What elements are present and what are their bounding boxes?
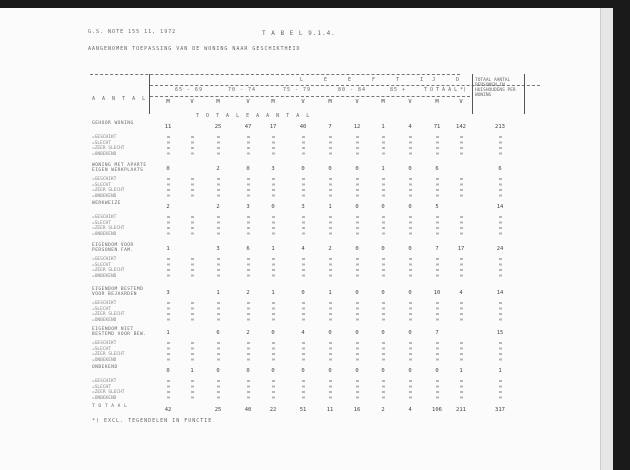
sub-row-values [409,136,412,156]
total-row-value: 106 [432,407,442,413]
sub-row-values [436,302,439,322]
table-row-value: 7 [435,246,439,252]
table-row-value: 0 [166,368,170,374]
table-row-label: EIGENDOM VOOR PERSONEN FAM. [92,243,134,253]
table-row-value: 0 [408,330,412,336]
sub-row-values [191,136,194,156]
table-subtitle: AANGENOMEN TOEPASSING VAN DE WONING NAAR GESCHIKTHEID [88,46,301,52]
sub-row-values [356,136,359,156]
sub-row-label: =ZEER SLECHT [92,146,125,151]
sub-row-values [460,136,463,156]
sub-row-values [217,342,220,362]
table-row-value: 0 [328,368,332,374]
sub-row-values [167,380,170,400]
sub-row-label: =GESCHIKT [92,135,117,140]
sub-row-label: =ZEER SLECHT [92,226,125,231]
table-row-label: EIGENDOM NIET BESTEMD VOOR BEW. [92,327,147,337]
table-row-value: 71 [433,124,441,130]
sub-row-values [382,178,385,198]
table-row-value: 15 [496,330,504,336]
table-row-value: 3 [166,290,170,296]
table-row-value: 6 [435,166,439,172]
sub-row-label: =SLECHT [92,220,111,226]
sub-row-values [409,342,412,362]
table-row-label: WERKWEIZE [92,201,121,206]
age-range-header: 70 - 74 [228,87,257,93]
table-row-value: 0 [381,246,385,252]
table-row-value: 25 [214,124,222,130]
sub-row-values [167,258,170,278]
sub-row-values [460,178,463,198]
table-row-label: EIGENDOM BESTEMD VOOR BEJAARDEN [92,287,144,297]
total-header: TOTAAL AANTAL PERSONEN IN HUISHOUDENS PER WONING [475,78,516,98]
table-row-value: 1 [190,368,194,374]
table-row-value: 0 [408,290,412,296]
table-row-value: 17 [457,246,465,252]
sub-row-values [436,342,439,362]
table-row-value: 1 [271,246,275,252]
table-row-value: 2 [216,166,220,172]
sub-row-values [382,380,385,400]
sub-row-label: =SLECHT [92,346,111,352]
sub-row-values [460,216,463,236]
sub-row-label: =SLECHT [92,384,111,390]
sub-row-label: =ONBEKEND [92,317,117,323]
table-row-value: 142 [456,124,466,130]
sub-row-values [247,380,250,400]
rule [150,96,470,97]
sub-row-values [302,342,305,362]
table-row-value: 0 [408,246,412,252]
total-row-value: 42 [164,407,172,413]
sex-header: V [246,99,250,105]
sub-row-values [217,258,220,278]
sub-row-values [382,216,385,236]
table-row-value: 7 [435,330,439,336]
table-row-label: WONING MET APARTE EIGEN WERKPLAATS [92,163,147,173]
table-row-value: 1 [328,204,332,210]
sub-row-values [302,302,305,322]
total-row-value: 51 [299,407,307,413]
sub-row-values [217,178,220,198]
table-row-value: 213 [495,124,505,130]
table-row-value: 2 [328,246,332,252]
table-row-value: 1 [381,124,385,130]
total-row-value: 40 [244,407,252,413]
sub-row-values [191,258,194,278]
table-row-label: GEHOOR WONING [92,121,134,126]
sex-header: M [381,99,385,105]
sub-row-values [409,216,412,236]
sub-row-label: =SLECHT [92,262,111,268]
table-row-value: 1 [328,290,332,296]
table-row-value: 1 [166,330,170,336]
age-range-header: 65 - 69 [175,87,204,93]
sub-row-values [247,216,250,236]
sub-row-values [247,136,250,156]
table-row-value: 40 [299,124,307,130]
sub-row-label: =GESCHIKT [92,257,117,262]
sub-row-values [191,342,194,362]
rule [90,74,460,75]
sub-row-label: =ZEER SLECHT [92,352,125,357]
sex-header: M [166,99,170,105]
table-row-value: 1 [498,368,502,374]
sub-row-values [382,302,385,322]
sub-row-values [499,342,502,362]
table-row-value: 0 [328,166,332,172]
table-row-value: 2 [216,204,220,210]
table-row-value: 5 [435,204,439,210]
sub-row-values [217,380,220,400]
table-row-value: 4 [301,330,305,336]
sub-row-values [460,342,463,362]
table-row-value: 1 [381,166,385,172]
divider [472,74,473,114]
sub-row-values [356,302,359,322]
sub-row-values [191,216,194,236]
sub-row-values [247,178,250,198]
sub-row-values [329,380,332,400]
table-row-value: 0 [381,290,385,296]
table-row-value: 0 [381,330,385,336]
sub-row-values [167,136,170,156]
table-row-value: 10 [433,290,441,296]
sub-row-values [460,258,463,278]
table-row-value: 14 [496,204,504,210]
table-row-value: 0 [355,166,359,172]
sub-row-values [329,178,332,198]
sub-row-values [436,258,439,278]
table-row-value: 0 [246,368,250,374]
sub-row-values [436,380,439,400]
sub-row-values [356,216,359,236]
sub-row-values [302,178,305,198]
sub-row-values [436,216,439,236]
sub-row-values [329,342,332,362]
table-row-value: 11 [164,124,172,130]
total-row-value: 22 [269,407,277,413]
sub-row-values [217,302,220,322]
sub-row-values [247,258,250,278]
sub-row-label: =GESCHIKT [92,215,117,220]
total-row-value: 317 [495,407,505,413]
sub-row-values [167,302,170,322]
table-row-value: 6 [246,246,250,252]
table-row-value: 0 [355,368,359,374]
sub-row-values [409,258,412,278]
table-row-value: 0 [246,166,250,172]
sub-row-values [409,380,412,400]
table-row-value: 0 [381,368,385,374]
table-row-value: 0 [166,166,170,172]
age-range-header: T O T A A L *) [424,87,467,93]
table-row-value: 0 [408,204,412,210]
sub-row-values [272,178,275,198]
table-row-value: 14 [496,290,504,296]
sex-header: M [216,99,220,105]
table-row-value: 6 [498,166,502,172]
sub-row-values [460,380,463,400]
table-row-value: 3 [271,166,275,172]
table-row-value: 12 [353,124,361,130]
sub-row-values [329,136,332,156]
sex-header: M [271,99,275,105]
sub-row-label: =GESCHIKT [92,379,117,384]
sub-row-values [167,342,170,362]
table-row-value: 2 [246,290,250,296]
table-row-value: 24 [496,246,504,252]
sub-row-values [499,216,502,236]
page-edge [600,8,613,470]
total-row-value: 16 [353,407,361,413]
sub-row-values [272,380,275,400]
sub-row-values [356,178,359,198]
sub-row-values [272,258,275,278]
sub-row-values [409,178,412,198]
sub-row-values [382,258,385,278]
sub-row-values [247,302,250,322]
age-group-header: L E E F T IJ D [300,77,469,83]
sub-row-values [302,136,305,156]
table-row-value: 0 [328,330,332,336]
sub-row-label: =ZEER SLECHT [92,312,125,317]
table-row-value: 0 [216,368,220,374]
sub-row-label: =ONBEKEND [92,357,117,363]
sub-row-label: =SLECHT [92,182,111,188]
table-row-value: 4 [459,290,463,296]
sub-row-values [217,216,220,236]
document-ref: G.S. NOTE 155 11, 1972 [88,29,177,35]
sub-row-values [499,258,502,278]
sex-header: V [301,99,305,105]
divider [524,74,525,114]
sub-row-values [499,302,502,322]
sub-row-values [302,216,305,236]
sub-row-values [436,136,439,156]
sub-row-values [356,342,359,362]
sub-row-values [499,178,502,198]
sub-row-label: =SLECHT [92,140,111,146]
sub-row-values [272,136,275,156]
sub-row-values [460,302,463,322]
sub-row-label: =ONBEKEND [92,151,117,157]
sub-row-values [167,216,170,236]
table-row-value: 0 [301,166,305,172]
table-row-value: 0 [408,166,412,172]
table-row-value: 4 [408,124,412,130]
table-row-value: 0 [355,204,359,210]
sub-row-values [436,178,439,198]
age-range-header: 80 - 84 [338,87,367,93]
sex-header: V [459,99,463,105]
table-row-value: 0 [301,290,305,296]
sub-row-values [499,380,502,400]
table-row-value: 6 [216,330,220,336]
table-row-value: 3 [216,246,220,252]
sub-row-values [191,178,194,198]
table-title: T A B E L 9.1.4. [262,30,336,37]
sub-row-label: =GESCHIKT [92,341,117,346]
total-row-value: 4 [408,407,412,413]
row-header: A A N T A L [92,96,148,102]
sex-header: M [435,99,439,105]
age-range-header: 75 - 79 [283,87,312,93]
table-row-value: 0 [271,204,275,210]
table-row-value: 1 [459,368,463,374]
table-row-value: 3 [301,204,305,210]
age-range-header: 85 + [390,87,407,93]
sub-row-values [329,216,332,236]
table-row-value: 0 [271,368,275,374]
section-title: T O T A L E A A N T A L [196,113,312,119]
sub-row-values [382,136,385,156]
sub-row-values [382,342,385,362]
table-row-value: 0 [271,330,275,336]
sub-row-values [247,342,250,362]
sex-header: M [328,99,332,105]
sub-row-values [356,380,359,400]
table-row-value: 3 [246,204,250,210]
sub-row-label: =ONBEKEND [92,193,117,199]
sub-row-values [272,342,275,362]
sub-row-values [499,136,502,156]
sub-row-label: =SLECHT [92,306,111,312]
table-row-value: 0 [355,246,359,252]
sub-row-label: =GESCHIKT [92,177,117,182]
table-row-value: 1 [166,246,170,252]
sub-row-values [217,136,220,156]
sub-row-values [302,258,305,278]
sub-row-values [302,380,305,400]
table-row-value: 0 [435,368,439,374]
table-row-value: 1 [271,290,275,296]
total-row-value: 11 [326,407,334,413]
sex-header: V [355,99,359,105]
table-row-label: ONBEKEND [92,365,118,370]
total-row-value: 25 [214,407,222,413]
table-row-value: 4 [301,246,305,252]
table-row-value: 0 [408,368,412,374]
table-row-value: 47 [244,124,252,130]
sub-row-values [329,258,332,278]
sub-row-values [191,380,194,400]
sub-row-values [272,216,275,236]
divider [149,74,150,114]
table-row-value: 0 [381,204,385,210]
table-row-value: 7 [328,124,332,130]
table-row-value: 0 [355,290,359,296]
sub-row-values [272,302,275,322]
table-row-value: 2 [246,330,250,336]
table-row-value: 1 [216,290,220,296]
total-row-label: T O T A A L [92,404,128,409]
sub-row-values [356,258,359,278]
sub-row-label: =ZEER SLECHT [92,188,125,193]
sub-row-label: =ONBEKEND [92,395,117,401]
sub-row-label: =ZEER SLECHT [92,268,125,273]
sex-header: V [408,99,412,105]
sub-row-label: =GESCHIKT [92,301,117,306]
sex-header: V [190,99,194,105]
table-row-value: 0 [355,330,359,336]
sub-row-values [167,178,170,198]
sub-row-values [409,302,412,322]
total-row-value: 211 [456,407,466,413]
sub-row-label: =ONBEKEND [92,231,117,237]
table-row-value: 17 [269,124,277,130]
total-row-value: 2 [381,407,385,413]
footnote: *) EXCL. TEGENDELEN IN FUNCTIE [92,418,213,424]
table-row-value: 0 [301,368,305,374]
sub-row-values [329,302,332,322]
sub-row-label: =ONBEKEND [92,273,117,279]
sub-row-label: =ZEER SLECHT [92,390,125,395]
table-row-value: 2 [166,204,170,210]
sub-row-values [191,302,194,322]
